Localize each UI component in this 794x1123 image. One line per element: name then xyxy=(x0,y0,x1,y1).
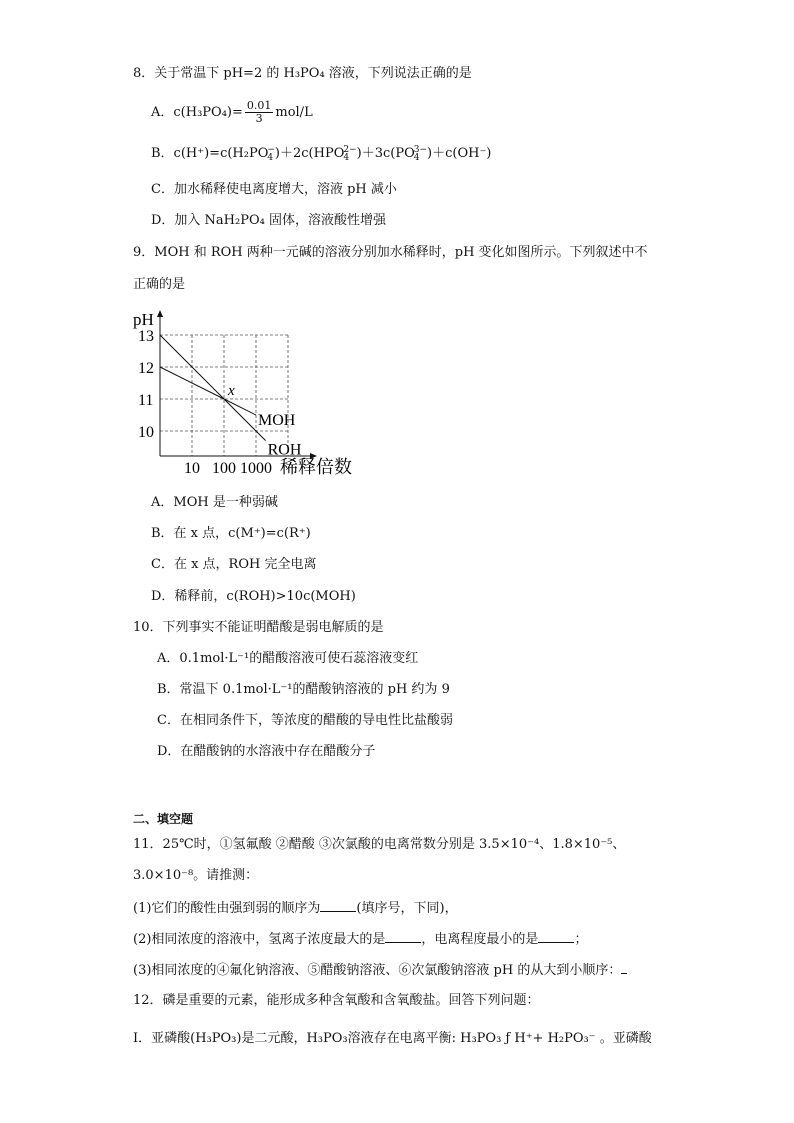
q8-a-suffix: mol/L xyxy=(275,105,313,120)
q11-part3 xyxy=(133,961,627,980)
q11-part1-note: (填序号，下同)， xyxy=(356,901,458,916)
q8-b-ion1-sub: 4 xyxy=(267,152,274,163)
section-title: 二、填空题 xyxy=(133,812,194,826)
q11-part3-text: (3)相同浓度的④氟化钠溶液、⑤醋酸钠溶液、⑥次氯酸钠溶液 pH 的从大到小顺序： xyxy=(133,963,622,978)
q8-b-part4: )＋c(OH⁻) xyxy=(427,146,492,161)
q8-option-c: C．加水稀释使电离度增大，溶液 pH 减小 xyxy=(151,182,397,197)
q8-b-part3: )＋3c(PO xyxy=(356,146,415,161)
q8-b-ion1-charge: − xyxy=(267,144,275,155)
q9-option-d: D．稀释前，c(ROH)>10c(MOH) xyxy=(151,589,356,604)
q8-a-numerator: 0.01 xyxy=(246,99,272,112)
q8-b-ion3-charge: 3− xyxy=(413,144,428,155)
q8-option-a xyxy=(151,98,313,128)
y-tick-label: 10 xyxy=(138,424,154,441)
q11-blank-4[interactable] xyxy=(621,961,627,974)
q10-option-a: A．0.1mol·L⁻¹的醋酸溶液可使石蕊溶液变红 xyxy=(157,651,419,666)
q9-option-c: C．在 x 点，ROH 完全电离 xyxy=(151,557,317,572)
q8-b-ion1 xyxy=(267,146,275,162)
q11-blank-1[interactable] xyxy=(320,899,356,912)
x-tick-label: 1000 xyxy=(240,460,272,477)
q8-a-fraction xyxy=(245,100,274,125)
q8-b-ion2 xyxy=(343,146,356,162)
q11-line1: 11．25℃时，①氢氟酸 ②醋酸 ③次氯酸的电离常数分别是 3.5×10⁻⁴、1.8×10⁻⁵、 xyxy=(133,837,626,852)
series-label-moh: MOH xyxy=(258,412,296,429)
q8-b-ion2-sub: 4 xyxy=(343,152,350,163)
q10-option-b: B．常温下 0.1mol·L⁻¹的醋酸钠溶液的 pH 约为 9 xyxy=(157,682,450,697)
q11-part1 xyxy=(133,899,458,918)
y-axis-arrow xyxy=(157,310,163,317)
q11-blank-2[interactable] xyxy=(385,930,421,943)
q8-b-part1: B．c(H⁺)=c(H₂PO xyxy=(151,146,269,161)
point-x-label: x xyxy=(228,383,235,399)
y-tick-label: 11 xyxy=(138,392,154,409)
q8-option-b xyxy=(151,145,491,163)
series-line-moh xyxy=(160,367,256,415)
q8-a-prefix: A．c(H₃PO₄)= xyxy=(151,105,243,120)
series-label-roh: ROH xyxy=(267,441,302,459)
y-tick-label: 13 xyxy=(138,328,154,345)
q9-stem-line2: 正确的是 xyxy=(133,277,186,292)
x-tick-label: 10 xyxy=(184,460,200,477)
y-axis-label: pH xyxy=(133,310,154,329)
q10-option-c: C．在相同条件下，等浓度的醋酸的导电性比盐酸弱 xyxy=(157,713,453,728)
q12-stem: 12．磷是重要的元素，能形成多种含氧酸和含氧酸盐。回答下列问题： xyxy=(133,993,540,1008)
q12-part1: Ⅰ．亚磷酸(H₃PO₃)是二元酸，H₃PO₃溶液存在电离平衡: H₃PO₃ ƒ H⁺+ H₂PO₃⁻ 。亚磷酸 xyxy=(133,1031,652,1046)
q11-line2: 3.0×10⁻⁸。请推测： xyxy=(133,868,259,883)
y-tick-label: 12 xyxy=(138,360,154,377)
q9-option-a: A．MOH 是一种弱碱 xyxy=(151,495,278,510)
q8-a-denominator: 3 xyxy=(255,112,263,125)
q10-option-d: D．在醋酸钠的水溶液中存在醋酸分子 xyxy=(157,744,376,759)
q8-b-ion2-charge: 2− xyxy=(343,144,357,155)
q9-option-b: B．在 x 点，c(M⁺)=c(R⁺) xyxy=(151,526,311,541)
q8-b-ion3-sub: 4 xyxy=(413,152,420,163)
q9-stem-line1: 9．MOH 和 ROH 两种一元碱的溶液分别加水稀释时，pH 变化如图所示。下列叙述中不 xyxy=(133,245,648,260)
x-axis-label: 稀释倍数 xyxy=(280,457,352,477)
q11-part2-text: (2)相同浓度的溶液中，氢离子浓度最大的是 xyxy=(133,932,386,947)
q11-part2 xyxy=(133,930,587,949)
q8-stem: 8．关于常温下 pH=2 的 H₃PO₄ 溶液，下列说法正确的是 xyxy=(133,66,472,81)
q8-option-d: D．加入 NaH₂PO₄ 固体，溶液酸性增强 xyxy=(151,213,386,228)
series-line-roh xyxy=(160,335,266,441)
q11-blank-3[interactable] xyxy=(538,930,574,943)
q11-part2-end: ； xyxy=(574,932,588,947)
q11-part2-text-b: ，电离程度最小的是 xyxy=(421,932,539,947)
x-tick-label: 100 xyxy=(212,460,236,477)
q8-b-ion3 xyxy=(414,146,427,162)
q9-ph-dilution-chart xyxy=(130,307,370,482)
q11-part1-text: (1)它们的酸性由强到弱的顺序为 xyxy=(133,901,321,916)
q10-stem: 10．下列事实不能证明醋酸是弱电解质的是 xyxy=(133,620,384,635)
q8-b-part2: )＋2c(HPO xyxy=(274,146,345,161)
